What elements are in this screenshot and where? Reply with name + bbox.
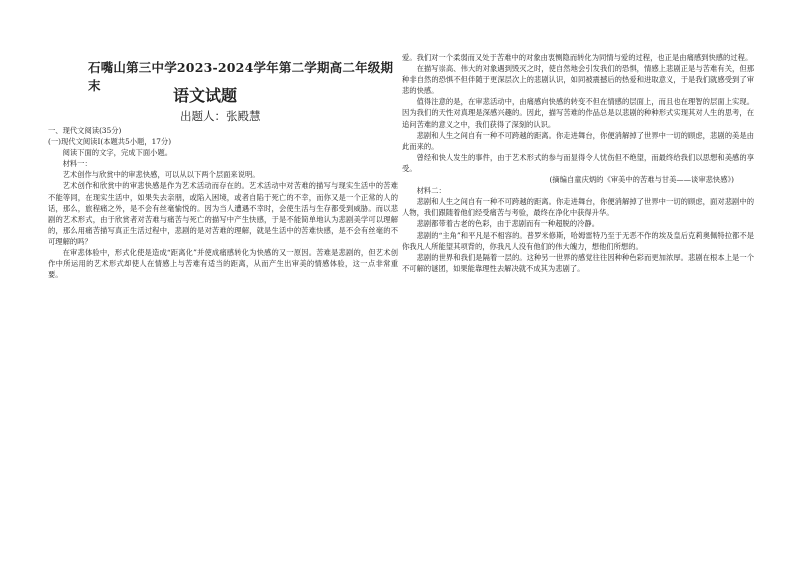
paragraph: 艺术创作与欣赏中的审悲快感，可以从以下两个层面来说明。 — [62, 170, 260, 180]
right-body — [402, 52, 754, 274]
subject-title: 语文试题 — [173, 86, 238, 105]
subsection-heading: (一)现代文阅读Ⅰ(本题共5小题，17分) — [48, 137, 172, 147]
paragraph: 在描写崇高、伟大的对象遇到毁灭之时，使自然地会引发我们的恐惧，情感上悲剧正是与苦难有关，但那种非自然的恐惧不但伴随于更深层次上的悲剧认识，如同被震撼后的热爱和进取意义，于是我们就感受到了审悲的快感。 — [402, 64, 754, 96]
instruction: 阅读下面的文字，完成下面小题。 — [62, 148, 173, 158]
right-column — [402, 0, 754, 561]
paragraph: 悲剧都带着古老的色彩，由于悲剧而有一种超脱的冷静。 — [416, 219, 600, 229]
paragraph: 悲剧的“主角”和平凡是不相容的。普罗米修斯，哈姆雷特乃至于无恶不作的埃及皇后克莉奥佩特拉都不是你我凡人所能望其项背的，你我凡人没有他们的伟大魄力，想他们所想的。 — [402, 230, 754, 251]
paragraph: 曾经和快人发生的事件，由于艺术形式的参与而显得令人忧伤但不绝望，而最终给我们以思想和美感的享受。 — [402, 152, 754, 173]
paragraph: 艺术创作和欣赏中的审悲快感是作为艺术活动而存在的。艺术活动中对苦难的描写与现实生活中的苦难不能等同，在现实生活中，如果失去亲朋，或陷入困境，或者自陷于死亡的不幸，而你又是一个正常的人的话，那么，旅程痛之外，是不会有丝毫愉悦的。因为当人遭遇不幸时，会使生活与生存都受到威胁。而以悲剧的艺术形式，由于欣赏者对苦难与痛苦与死亡的描写中产生快感，于是不能简单地认为悲剧美学可以理解的，那么用痛苦描写真正生活过程中，悲剧的是对苦难的理解，就是生活中的苦难快感，是不会有丝毫的不可理解的吗？ — [48, 181, 398, 246]
left-column — [48, 0, 398, 561]
material-label: 材料一： — [62, 159, 92, 169]
paragraph: 悲剧的世界和我们是隔着一层的。这种另一世界的感觉往往因种种色彩而更加浓厚。悲剧在根本上是一个不可解的谜团，如果能靠理性去解决就不成其为悲剧了。 — [402, 252, 754, 273]
paragraph: 在审悲体验中，形式化使是造成“距离化”并使成痛感转化为快感的又一原因。苦难是悲剧的，但艺术创作中所运用的艺术形式却使人在情感上与苦难有适当的距离，从而产生出审美的情感体验，这一点非常重要。 — [48, 248, 398, 280]
source-note: (摘编自童庆炳的《审美中的苦难与甘美——谈审悲快感》) — [549, 175, 734, 185]
paragraph: 悲剧和人生之间自有一种不可跨越的距离。你走进舞台，你便消解掉了世界中一切的顾虑，面对悲剧中的人物，我们跟随着他们经受痛苦与考验，最终在净化中获得升华。 — [402, 197, 754, 218]
left-body — [48, 125, 398, 280]
author-line: 出题人：张殿慧 — [180, 109, 261, 123]
paragraph: 悲剧和人生之间自有一种不可跨越的距离。你走进舞台，你便消解掉了世界中一切的顾虑，悲剧的美是由此而来的。 — [402, 130, 754, 151]
paragraph: 爱。我们对一个柔弱而又处于苦难中的对象由衷恻隐而转化为同情与爱的过程，也正是由痛感到快感的过程。 — [402, 53, 753, 62]
paragraph: 值得注意的是，在审悲活动中，由痛感向快感的转变不但在情感的层面上，而且也在理智的层面上实现。因为我们的天性对真理是深感兴趣的。因此，描写苦难的作品总是以悲剧的种种形式实现其对人生的思考，在追问苦难的意义之中，我们获得了深刻的认识。 — [402, 97, 754, 129]
material-label: 材料二： — [416, 186, 446, 196]
school-title: 石嘴山第三中学2023-2024学年第二学期高二年级期末 — [88, 60, 394, 93]
section-heading: 一、现代文阅读(35分) — [48, 126, 122, 135]
